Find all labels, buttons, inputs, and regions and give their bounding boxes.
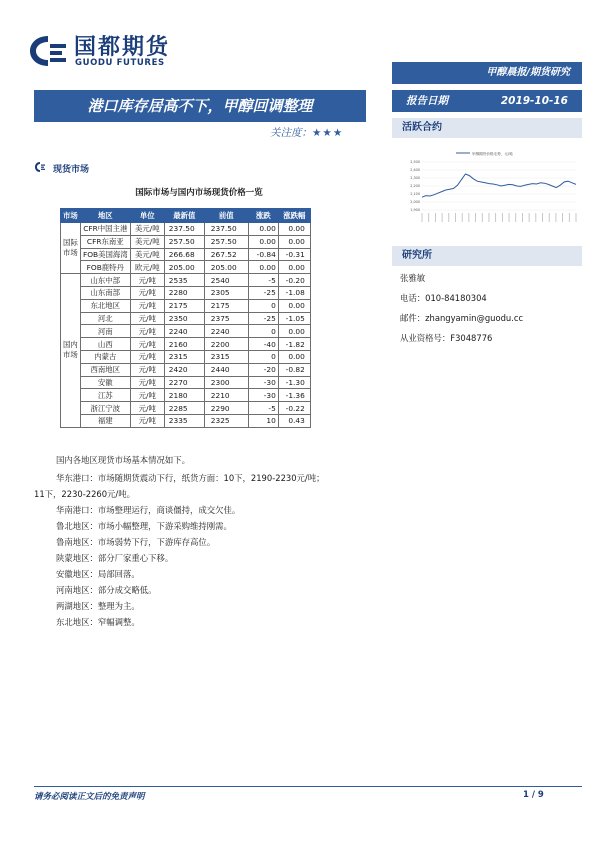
table-cell-lat: 2335 (164, 414, 204, 427)
table-cell-pct: 0.00 (278, 350, 310, 363)
table-cell-reg: 内蒙古 (80, 350, 130, 363)
chart-x-tick-mark (502, 213, 503, 222)
table-cell-pct: -0.20 (278, 274, 310, 287)
table-cell-prev: 2210 (204, 389, 248, 402)
active-contract-heading: 活跃合约 (392, 118, 582, 138)
table-cell-unit: 元/吨 (130, 389, 164, 402)
chart-y-tick-label: 2,000 (410, 200, 420, 205)
table-cell-chg: -5 (248, 274, 278, 287)
table-cell-reg: 福建 (80, 414, 130, 427)
report-category: 甲醇晨报/期货研究 (392, 62, 582, 84)
table-cell-chg: 0.00 (248, 235, 278, 248)
chart-x-tick-mark (522, 213, 523, 222)
table-cell-chg: -25 (248, 286, 278, 299)
chart-x-ticks (422, 213, 577, 222)
chart-y-tick-label: 2,400 (410, 168, 420, 173)
table-header-cell: 涨跌幅 (278, 209, 310, 223)
chart-y-tick-label: 2,100 (410, 192, 420, 197)
table-cell-reg: 东北地区 (80, 299, 130, 312)
table-cell-reg: 山东南部 (80, 286, 130, 299)
table-cell-lat: 2240 (164, 325, 204, 338)
table-cell-lat: 2350 (164, 312, 204, 325)
table-header-cell: 市场 (61, 209, 81, 223)
chart-x-tick-mark (549, 213, 550, 222)
chart-y-tick-label: 2,300 (410, 176, 420, 181)
table-row (61, 376, 311, 389)
table-row (61, 350, 311, 363)
body-shaan-meng: 陕蒙地区：部分厂家重心下移。 (56, 553, 174, 563)
footer-disclaimer: 请务必阅读正文后的免责声明 (34, 792, 145, 802)
table-cell-chg: -30 (248, 376, 278, 389)
chart-y-ticks (410, 160, 420, 212)
table-cell-unit: 元/吨 (130, 414, 164, 427)
table-cell-chg: 0.00 (248, 261, 278, 274)
table-cell-pct: -1.05 (278, 312, 310, 325)
table-cell-reg: FOB鹿特丹 (80, 261, 130, 274)
body-east-port-line2: 11下，2230-2260元/吨。 (34, 489, 136, 499)
table-cell-reg: 河南 (80, 325, 130, 338)
table-cell-lat: 2160 (164, 338, 204, 351)
table-cell-reg: FOB美国海湾 (80, 248, 130, 261)
chart-x-tick-mark (562, 213, 563, 222)
table-row (61, 261, 311, 274)
table-cell-pct: 0.00 (278, 223, 310, 236)
chart-series-line (422, 174, 576, 197)
brand-name-en: GUODU FUTURES (75, 58, 165, 68)
attention-rating (270, 125, 343, 140)
market-group-cell: 国内 市场 (61, 274, 81, 428)
table-header-cell: 地区 (80, 209, 130, 223)
table-cell-prev: 2240 (204, 325, 248, 338)
table-cell-chg: -25 (248, 312, 278, 325)
research-heading: 研究所 (392, 246, 582, 266)
table-cell-prev: 2440 (204, 363, 248, 376)
guodu-logo-icon (28, 34, 68, 68)
table-cell-prev: 2315 (204, 350, 248, 363)
table-cell-prev: 237.50 (204, 223, 248, 236)
table-cell-unit: 元/吨 (130, 274, 164, 287)
table-cell-prev: 2200 (204, 338, 248, 351)
attention-stars: ★★★ (312, 127, 344, 139)
section-bullet-icon (34, 161, 46, 173)
table-header-row (61, 209, 311, 223)
chart-legend: 甲醇期货价格走势，元/吨 (472, 152, 513, 156)
table-cell-lat: 2175 (164, 299, 204, 312)
table-cell-chg: -5 (248, 402, 278, 415)
table-cell-chg: -30 (248, 389, 278, 402)
body-henan: 河南地区：部分成交略低。 (56, 585, 157, 595)
table-cell-lat: 2270 (164, 376, 204, 389)
table-cell-pct: -1.08 (278, 286, 310, 299)
report-date-value: 2019-10-16 (500, 95, 568, 107)
table-row (61, 338, 311, 351)
table-cell-reg: 安徽 (80, 376, 130, 389)
market-group-cell: 国际 市场 (61, 223, 81, 274)
table-cell-prev: 2290 (204, 402, 248, 415)
table-cell-pct: -0.82 (278, 363, 310, 376)
section-title: 现货市场 (53, 165, 90, 175)
table-caption: 国际市场与国内市场现货价格一览 (135, 188, 263, 198)
table-cell-lat: 266.68 (164, 248, 204, 261)
table-cell-prev: 2325 (204, 414, 248, 427)
table-header-cell: 涨跌 (248, 209, 278, 223)
table-cell-lat: 257.50 (164, 235, 204, 248)
table-cell-lat: 2315 (164, 350, 204, 363)
table-cell-reg: 西南地区 (80, 363, 130, 376)
chart-x-tick-mark (435, 213, 436, 222)
analyst-license: 从业资格号：F3048776 (400, 333, 493, 343)
table-cell-unit: 元/吨 (130, 299, 164, 312)
chart-x-tick-mark (569, 213, 570, 222)
chart-x-tick-mark (422, 213, 423, 222)
table-row (61, 363, 311, 376)
chart-x-tick-mark (448, 213, 449, 222)
table-cell-prev: 2540 (204, 274, 248, 287)
table-row (61, 312, 311, 325)
table-cell-chg: -0.84 (248, 248, 278, 261)
table-cell-chg: -40 (248, 338, 278, 351)
chart-x-tick-mark (428, 213, 429, 222)
footer-divider (34, 786, 582, 787)
table-cell-reg: CFR东南亚 (80, 235, 130, 248)
table-cell-chg: 0 (248, 299, 278, 312)
table-cell-prev: 2300 (204, 376, 248, 389)
chart-x-tick-mark (535, 213, 536, 222)
table-cell-pct: 0.00 (278, 235, 310, 248)
table-cell-lat: 237.50 (164, 223, 204, 236)
table-cell-pct: -1.30 (278, 376, 310, 389)
chart-x-tick-mark (515, 213, 516, 222)
table-row (61, 299, 311, 312)
table-cell-unit: 元/吨 (130, 402, 164, 415)
table-row (61, 414, 311, 427)
chart-x-tick-mark (442, 213, 443, 222)
body-anhui: 安徽地区：局部回落。 (56, 569, 140, 579)
table-cell-prev: 2175 (204, 299, 248, 312)
table-cell-prev: 257.50 (204, 235, 248, 248)
table-header-cell: 单位 (130, 209, 164, 223)
table-cell-pct: -1.82 (278, 338, 310, 351)
table-row (61, 248, 311, 261)
spot-price-table (60, 208, 311, 428)
table-cell-prev: 2305 (204, 286, 248, 299)
table-cell-pct: -0.31 (278, 248, 310, 261)
body-east-port-line1: 华东港口：市场随期货震动下行，纸货方面：10下，2190-2230元/吨； (56, 473, 325, 483)
table-cell-prev: 2375 (204, 312, 248, 325)
body-lu-north: 鲁北地区：市场小幅整理，下游采购维持刚需。 (56, 521, 232, 531)
table-cell-prev: 267.52 (204, 248, 248, 261)
table-cell-chg: 0 (248, 350, 278, 363)
chart-x-tick-mark (576, 213, 577, 222)
chart-x-tick-mark (462, 213, 463, 222)
table-cell-chg: 10 (248, 414, 278, 427)
body-lianghu: 两湖地区：整理为主。 (56, 601, 140, 611)
table-cell-lat: 2420 (164, 363, 204, 376)
report-title: 港口库存居高不下，甲醇回调整理 (87, 97, 313, 115)
table-cell-reg: 河北 (80, 312, 130, 325)
table-header-cell: 前值 (204, 209, 248, 223)
chart-x-tick-mark (495, 213, 496, 222)
table-cell-pct: -0.22 (278, 402, 310, 415)
table-cell-lat: 2285 (164, 402, 204, 415)
table-cell-reg: 山东中部 (80, 274, 130, 287)
table-row (61, 389, 311, 402)
body-northeast: 东北地区：窄幅调整。 (56, 617, 140, 627)
chart-x-tick-mark (489, 213, 490, 222)
table-cell-pct: -1.36 (278, 389, 310, 402)
table-cell-prev: 205.00 (204, 261, 248, 274)
table-cell-lat: 2280 (164, 286, 204, 299)
table-cell-pct: 0.43 (278, 414, 310, 427)
table-cell-chg: -20 (248, 363, 278, 376)
table-cell-unit: 元/吨 (130, 338, 164, 351)
chart-x-tick-mark (455, 213, 456, 222)
table-row (61, 223, 311, 236)
analyst-email[interactable]: 邮件：zhangyamin@guodu.cc (400, 313, 524, 323)
brand-name-cn: 国都期货 (74, 35, 171, 60)
chart-x-tick-mark (475, 213, 476, 222)
table-cell-unit: 元/吨 (130, 363, 164, 376)
table-cell-unit: 美元/吨 (130, 235, 164, 248)
table-cell-unit: 元/吨 (130, 312, 164, 325)
report-date-bar (392, 90, 582, 112)
active-contract-chart (396, 148, 580, 226)
attention-label: 关注度： (270, 127, 312, 139)
analyst-name: 张雅敏 (400, 273, 426, 283)
chart-y-tick-label: 2,200 (410, 184, 420, 189)
table-row (61, 325, 311, 338)
table-cell-pct: 0.00 (278, 325, 310, 338)
table-row (61, 274, 311, 287)
table-cell-reg: 山西 (80, 338, 130, 351)
table-cell-unit: 元/吨 (130, 376, 164, 389)
table-cell-unit: 元/吨 (130, 350, 164, 363)
table-cell-pct: 0.00 (278, 261, 310, 274)
table-cell-unit: 美元/吨 (130, 223, 164, 236)
table-cell-chg: 0 (248, 325, 278, 338)
table-cell-chg: 0.00 (248, 223, 278, 236)
chart-x-tick-mark (556, 213, 557, 222)
table-cell-lat: 205.00 (164, 261, 204, 274)
chart-x-tick-mark (482, 213, 483, 222)
table-cell-lat: 2180 (164, 389, 204, 402)
chart-y-tick-label: 1,900 (410, 208, 420, 213)
table-cell-unit: 欧元/吨 (130, 261, 164, 274)
chart-y-tick-label: 2,500 (410, 160, 420, 165)
chart-x-tick-mark (468, 213, 469, 222)
table-header-cell: 最新值 (164, 209, 204, 223)
body-south-port: 华南港口：市场整理运行，商谈僵持，成交欠佳。 (56, 505, 241, 515)
chart-x-tick-mark (529, 213, 530, 222)
table-cell-reg: 浙江宁波 (80, 402, 130, 415)
analyst-phone: 电话：010-84180304 (400, 293, 487, 303)
page-number: 1 / 9 (523, 790, 544, 800)
table-cell-unit: 美元/吨 (130, 248, 164, 261)
table-cell-lat: 2535 (164, 274, 204, 287)
chart-x-tick-mark (509, 213, 510, 222)
table-cell-unit: 元/吨 (130, 325, 164, 338)
table-cell-reg: 江苏 (80, 389, 130, 402)
table-row (61, 402, 311, 415)
table-cell-reg: CFR中国主港 (80, 223, 130, 236)
table-cell-unit: 元/吨 (130, 286, 164, 299)
table-cell-pct: 0.00 (278, 299, 310, 312)
chart-x-tick-mark (542, 213, 543, 222)
table-row (61, 235, 311, 248)
report-date-label: 报告日期 (406, 95, 448, 107)
body-lu-south: 鲁南地区：市场弱势下行，下游库存高位。 (56, 537, 216, 547)
body-intro: 国内各地区现货市场基本情况如下。 (56, 455, 190, 465)
table-row (61, 286, 311, 299)
